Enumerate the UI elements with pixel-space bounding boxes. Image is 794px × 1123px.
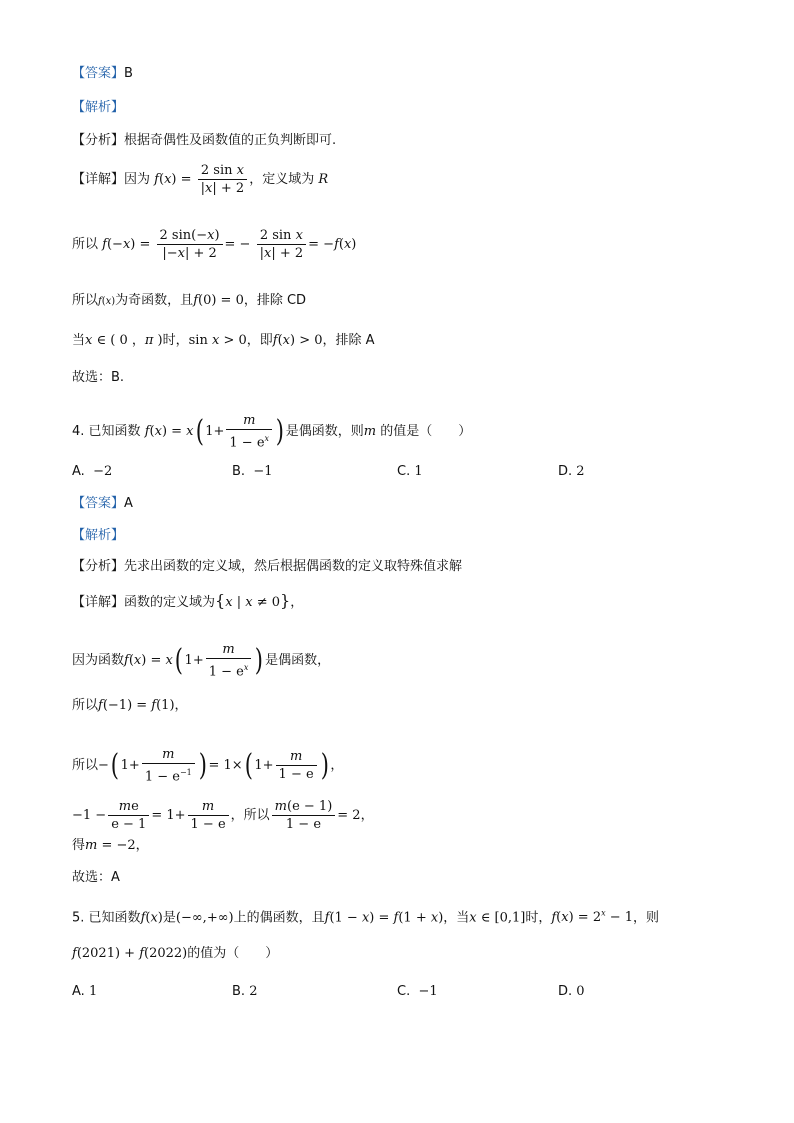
answer-tag: 【答案】 bbox=[72, 66, 125, 81]
stem-d: 时， bbox=[525, 910, 552, 926]
q4-stem: 4. 已知函数 f(x) = x( 1+ $\frac{m}{1 - e^x}$ ) 是偶函数，则m 的值是（ ） bbox=[72, 413, 472, 451]
option-value: 1 bbox=[414, 464, 423, 479]
q4-line5: −1 − $\frac{me}{e - 1}$ = 1+ $\frac{m}{1 - e}$ ，所以 $\frac{m(e - 1)}{1 - e}$ = 2， bbox=[72, 799, 374, 832]
detail-tag: 【详解】 bbox=[72, 595, 125, 610]
that-is-text: ，即 bbox=[246, 333, 273, 348]
stem-a: 是 bbox=[162, 910, 176, 926]
stem-end: 的值为（ ） bbox=[187, 946, 279, 961]
detail-tag: 【详解】 bbox=[72, 172, 125, 187]
question-number: 4. bbox=[72, 424, 85, 440]
detail-post: ，定义域为 bbox=[249, 172, 315, 187]
q3-analysis-heading: 【解析】 bbox=[72, 100, 125, 115]
stem-e: ，则 bbox=[633, 910, 660, 926]
option-value: 2 bbox=[576, 464, 585, 479]
option-b[interactable] bbox=[232, 462, 273, 482]
exclude-a: ，排除 A bbox=[322, 333, 375, 348]
q3-conclusion: 故选：B. bbox=[72, 370, 125, 385]
option-value: 2 bbox=[249, 984, 258, 999]
analysis-tag: 解析 bbox=[85, 528, 112, 543]
option-d[interactable] bbox=[558, 462, 585, 482]
option-label: A. bbox=[72, 984, 85, 999]
q3-line4: 当x ∈ ( 0 ，π )时，sin x > 0，即f(x) > 0，排除 A bbox=[72, 333, 375, 348]
option-b[interactable] bbox=[232, 982, 257, 1002]
get-text: 得 bbox=[72, 838, 86, 853]
q4-detail-line: 【详解】函数的定义域为{x | x ≠ 0}， bbox=[72, 591, 304, 610]
stem-var-m: m bbox=[363, 424, 377, 440]
q5-options bbox=[72, 982, 722, 1002]
so-text: 所以 bbox=[72, 698, 99, 713]
option-a[interactable] bbox=[72, 982, 97, 1002]
q4-line4: 所以−( 1+ $\frac{m}{1 - e^{-1}}$ ) = 1×( 1+ $\frac{m}{1 - e}$ ) ， bbox=[72, 747, 344, 785]
answer-value: A bbox=[124, 496, 133, 511]
option-value: −1 bbox=[418, 984, 438, 999]
method-tag: 【分析】 bbox=[72, 559, 125, 574]
q4-line3: 所以f(−1) = f(1)， bbox=[72, 698, 188, 713]
q4-answer-line bbox=[72, 494, 133, 514]
option-label: B. bbox=[232, 464, 246, 479]
so-text: ，所以 bbox=[230, 808, 270, 823]
even-text: 是偶函数， bbox=[265, 653, 331, 669]
option-label: C. bbox=[397, 464, 411, 479]
domain-R: R bbox=[318, 172, 329, 187]
analysis-tag: 解析 bbox=[85, 100, 112, 115]
option-c[interactable] bbox=[397, 982, 438, 1002]
because-text: 因为函数 bbox=[72, 653, 125, 669]
q4-conclusion: 故选：A bbox=[72, 870, 120, 885]
option-c[interactable] bbox=[397, 462, 423, 482]
option-label: A. bbox=[72, 464, 85, 479]
option-value: −1 bbox=[253, 464, 273, 479]
q4-analysis-heading: 【解析】 bbox=[72, 528, 125, 543]
time-text: 时， bbox=[162, 333, 189, 348]
q3-answer-line bbox=[72, 64, 133, 84]
q5-stem-line2: f(2021) + f(2022)的值为（ ） bbox=[72, 946, 279, 961]
stem-end: 的值是（ ） bbox=[380, 424, 472, 440]
stem-pre: 已知函数 bbox=[88, 910, 141, 926]
method-tag: 【分析】 bbox=[72, 133, 125, 148]
option-label: B. bbox=[232, 984, 246, 999]
q4-method-line bbox=[72, 557, 462, 577]
q5-stem: 5. 已知函数f(x)是(−∞,+∞)上的偶函数，且f(1 − x) = f(1 + x)，当x ∈ [0,1]时，$f(x) = 2^x - 1$，则 bbox=[72, 909, 660, 926]
option-value: 0 bbox=[576, 984, 585, 999]
so-text: 所以 bbox=[72, 293, 99, 308]
q3-odd-derivation: 所以 f(−x) = $\frac{2 \sin(-x)}{|-x| + 2}$ = − $\frac{\text{2 sin x}}{|x| + 2}$ = −f(x) bbox=[72, 228, 357, 261]
option-label: D. bbox=[558, 464, 573, 479]
q3-line3: 所以f(x)为奇函数，且f(0) = 0，排除 CD bbox=[72, 293, 307, 308]
q3-detail-line: 【详解】因为 f(x) = $\frac{\text{2 sin x}}{|x| + 2}$ ，定义域为 R bbox=[72, 163, 329, 196]
answer-value: B bbox=[124, 66, 133, 81]
option-a[interactable] bbox=[72, 462, 112, 482]
formula-fx: f bbox=[154, 172, 159, 187]
method-text: 先求出函数的定义域，然后根据偶函数的定义取特殊值求解 bbox=[124, 559, 463, 574]
detail-pre: 因为 bbox=[124, 172, 151, 187]
odd-text: 为奇函数，且 bbox=[115, 293, 194, 308]
question-number: 5. bbox=[72, 910, 85, 926]
option-label: D. bbox=[558, 984, 573, 999]
q4-line2: 因为函数f(x) = x( 1+ $\frac{m}{1 - e^x}$ ) 是偶函数， bbox=[72, 642, 331, 680]
q4-options bbox=[72, 462, 722, 482]
answer-tag: 【答案】 bbox=[72, 496, 125, 511]
so-text: 所以 bbox=[72, 758, 99, 774]
stem-b: 上的偶函数，且 bbox=[233, 910, 325, 926]
detail-text: 函数的定义域为 bbox=[124, 595, 216, 610]
exclude-cd: ，排除 CD bbox=[243, 293, 307, 308]
stem-c: ，当 bbox=[443, 910, 470, 926]
fraction-2sinx: $\frac{\text{2 sin x}}{|x| + 2}$ bbox=[198, 162, 248, 197]
option-value: 1 bbox=[88, 984, 98, 999]
q4-line6: 得m = −2， bbox=[72, 838, 149, 853]
stem-pre: 已知函数 bbox=[88, 424, 141, 440]
option-value: −2 bbox=[93, 464, 113, 479]
stem-post: 是偶函数，则 bbox=[285, 424, 364, 440]
option-d[interactable] bbox=[558, 982, 585, 1002]
q3-method-line bbox=[72, 131, 336, 151]
method-text: 根据奇偶性及函数值的正负判断即可. bbox=[124, 133, 337, 148]
option-label: C. bbox=[397, 984, 411, 999]
so-text: 所以 bbox=[72, 237, 99, 252]
when-text: 当 bbox=[72, 333, 86, 348]
